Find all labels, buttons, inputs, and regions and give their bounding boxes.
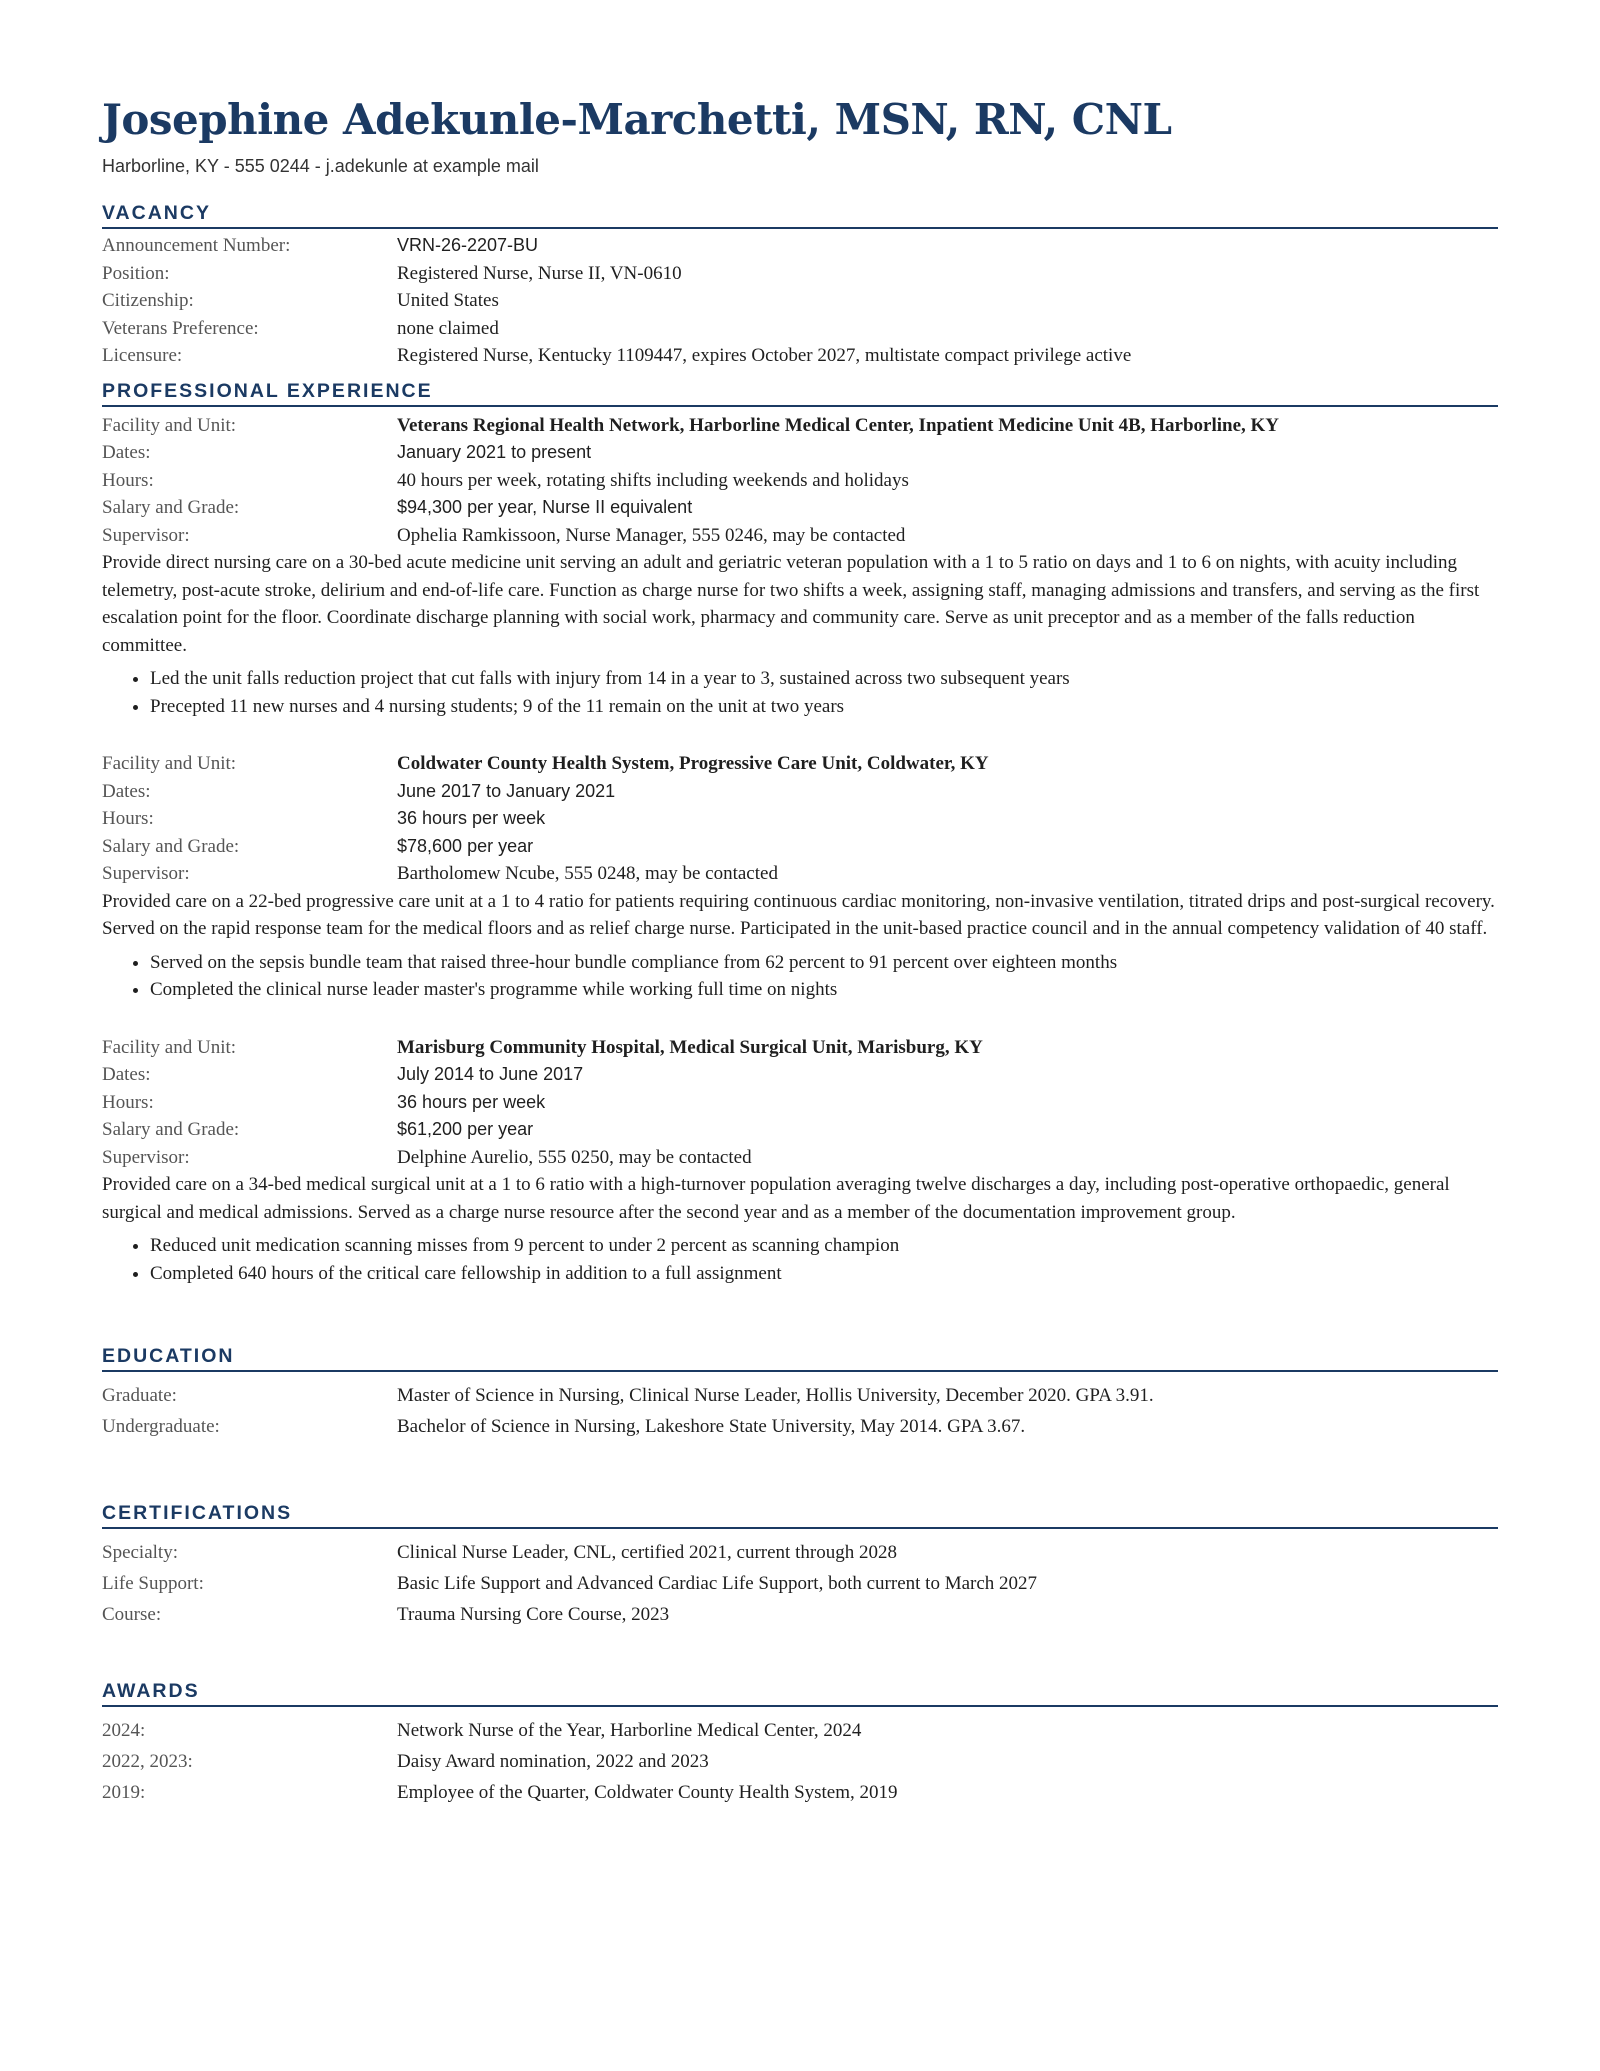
contact-line: Harborline, KY - 555 0244 - j.adekunle at example mail: [102, 156, 539, 176]
job-dates: January 2021 to present: [397, 442, 592, 462]
field-label: Dates:: [102, 1064, 151, 1085]
certification-row: [102, 1568, 1498, 1599]
vacancy-row: [102, 260, 1498, 288]
experience-section: [102, 378, 1498, 1288]
job-dates: June 2017 to January 2021: [397, 780, 616, 801]
job-supervisor: Ophelia Ramkissoon, Nurse Manager, 555 0246, may be contacted: [397, 524, 906, 546]
field-label: Position:: [102, 262, 170, 284]
field-value: Basic Life Support and Advanced Cardiac Life Support, both current to March 2027: [397, 1573, 1038, 1594]
job-entry: [102, 750, 1498, 1004]
list-item: • Completed the clinical nurse leader master's programme while working full time on nights: [150, 976, 1498, 1004]
job-achievements: [102, 665, 1498, 720]
section-heading-education: EDUCATION: [102, 1343, 1498, 1372]
award-row: [102, 1746, 1498, 1777]
job-hours: 36 hours per week: [397, 808, 546, 828]
field-value: Bachelor of Science in Nursing, Lakeshore State University, May 2014. GPA 3.67.: [397, 1416, 1026, 1437]
job-supervisor: Bartholomew Ncube, 555 0248, may be contacted: [397, 863, 778, 884]
field-label: Hours:: [102, 469, 154, 491]
job-supervisor: Delphine Aurelio, 555 0250, may be contacted: [397, 1146, 752, 1168]
job-description: Provided care on a 34-bed medical surgical unit at a 1 to 6 ratio with a high-turnover population averaging twelve discharges a day, including post-operative orthopaedic, general surgical and medical admissions. Served as a charge nurse resource after the second year and as a member of the documentation improvement group.: [102, 1174, 1450, 1223]
list-item: • Reduced unit medication scanning misses from 9 percent to under 2 percent as scanning champion: [150, 1232, 1498, 1260]
education-row: [102, 1411, 1498, 1442]
field-label: Supervisor:: [102, 524, 190, 546]
vacancy-row: [102, 315, 1498, 343]
vacancy-section: [102, 200, 1498, 370]
certification-row: [102, 1599, 1498, 1630]
field-label: Salary and Grade:: [102, 835, 240, 857]
field-label: Dates:: [102, 780, 151, 802]
field-value: United States: [397, 290, 499, 311]
job-salary: $94,300 per year, Nurse II equivalent: [397, 497, 693, 517]
job-description: Provided care on a 22-bed progressive care unit at a 1 to 4 ratio for patients requiring continuous cardiac monitoring, non-invasive ventilation, titrated drips and post-surgical recovery. Served on the rapid response team for the medical floors and as relief charge nurse. Participated in the unit-based practice council and in the annual competency validation of 40 staff.: [102, 890, 1495, 939]
section-heading-vacancy: VACANCY: [102, 200, 1498, 229]
field-label: 2022, 2023:: [102, 1751, 193, 1772]
job-dates: July 2014 to June 2017: [397, 1064, 584, 1084]
field-label: Supervisor:: [102, 1146, 190, 1168]
job-hours: 40 hours per week, rotating shifts including weekends and holidays: [397, 469, 909, 491]
job-field-row: [102, 1144, 1498, 1172]
field-label: Salary and Grade:: [102, 497, 240, 518]
certifications-section: [102, 1500, 1498, 1630]
field-label: Announcement Number:: [102, 235, 291, 256]
job-field-row: [102, 860, 1498, 888]
field-label: Life Support:: [102, 1573, 204, 1594]
list-item: • Precepted 11 new nurses and 4 nursing students; 9 of the 11 remain on the unit at two years: [150, 693, 1498, 721]
list-item: • Served on the sepsis bundle team that raised three-hour bundle compliance from 62 percent to 91 percent over eighteen months: [150, 949, 1498, 977]
field-value: Employee of the Quarter, Coldwater County Health System, 2019: [397, 1782, 898, 1803]
field-label: Hours:: [102, 1091, 154, 1113]
job-field-row: [102, 467, 1498, 495]
field-label: Undergraduate:: [102, 1416, 220, 1437]
education-section: [102, 1343, 1498, 1442]
field-value: VRN-26-2207-BU: [397, 235, 539, 255]
award-row: [102, 1715, 1498, 1746]
vacancy-row: [102, 342, 1498, 370]
job-field-row: [102, 833, 1498, 861]
job-entry: [102, 1034, 1498, 1288]
field-value: Clinical Nurse Leader, CNL, certified 2021, current through 2028: [397, 1542, 897, 1563]
job-field-row: [102, 778, 1498, 806]
field-label: 2024:: [102, 1720, 146, 1741]
vacancy-row: [102, 232, 1498, 260]
field-value: Registered Nurse, Nurse II, VN-0610: [397, 262, 682, 284]
facility-name: Coldwater County Health System, Progressive Care Unit, Coldwater, KY: [397, 753, 989, 774]
field-label: Supervisor:: [102, 863, 190, 884]
awards-section: [102, 1678, 1498, 1808]
job-entry: [102, 412, 1498, 721]
job-field-row: [102, 750, 1498, 778]
field-value: Registered Nurse, Kentucky 1109447, expires October 2027, multistate compact privilege active: [397, 345, 1132, 366]
award-row: [102, 1777, 1498, 1808]
facility-name: Veterans Regional Health Network, Harborline Medical Center, Inpatient Medicine Unit 4B, Harborline, KY: [397, 414, 1280, 436]
list-item: • Completed 640 hours of the critical care fellowship in addition to a full assignment: [150, 1260, 1498, 1288]
field-label: Graduate:: [102, 1385, 177, 1406]
vacancy-row: [102, 287, 1498, 315]
field-label: Veterans Preference:: [102, 317, 259, 339]
field-value: Trauma Nursing Core Course, 2023: [397, 1604, 670, 1625]
field-label: Hours:: [102, 808, 154, 829]
section-heading-experience: PROFESSIONAL EXPERIENCE: [102, 378, 1498, 407]
job-field-row: [102, 1089, 1498, 1117]
field-label: Course:: [102, 1604, 162, 1625]
list-item: • Led the unit falls reduction project that cut falls with injury from 14 in a year to 3, sustained across two subsequent years: [150, 665, 1498, 693]
job-field-row: [102, 439, 1498, 467]
facility-name: Marisburg Community Hospital, Medical Surgical Unit, Marisburg, KY: [397, 1036, 983, 1058]
field-value: none claimed: [397, 317, 499, 339]
certification-row: [102, 1537, 1498, 1568]
field-value: Network Nurse of the Year, Harborline Medical Center, 2024: [397, 1720, 862, 1741]
field-value: Master of Science in Nursing, Clinical Nurse Leader, Hollis University, December 2020. GPA 3.91.: [397, 1385, 1154, 1406]
job-field-row: [102, 412, 1498, 440]
section-heading-awards: AWARDS: [102, 1678, 1498, 1707]
section-heading-certifications: CERTIFICATIONS: [102, 1500, 1498, 1529]
job-achievements: [102, 1232, 1498, 1287]
field-label: Facility and Unit:: [102, 414, 237, 436]
job-field-row: [102, 1061, 1498, 1089]
job-description: Provide direct nursing care on a 30-bed acute medicine unit serving an adult and geriatric veteran population with a 1 to 5 ratio on days and 1 to 6 on nights, with acuity including telemetry, post-acute stroke, delirium and end-of-life care. Function as charge nurse for two shifts a week, assigning staff, managing admissions and transfers, and serving as the first escalation point for the floor. Coordinate discharge planning with social work, pharmacy and community care. Serve as unit preceptor and as a member of the falls reduction committee.: [102, 552, 1480, 656]
education-row: [102, 1380, 1498, 1411]
job-field-row: [102, 494, 1498, 522]
field-label: Specialty:: [102, 1542, 178, 1563]
job-salary: $78,600 per year: [397, 835, 534, 856]
job-field-row: [102, 805, 1498, 833]
field-label: Citizenship:: [102, 290, 194, 311]
field-label: Licensure:: [102, 345, 183, 366]
job-achievements: [102, 949, 1498, 1004]
job-field-row: [102, 522, 1498, 550]
field-label: Facility and Unit:: [102, 1036, 237, 1058]
applicant-name: Josephine Adekunle-Marchetti, MSN, RN, CNL: [102, 95, 1172, 144]
field-label: Facility and Unit:: [102, 753, 237, 774]
job-salary: $61,200 per year: [397, 1119, 534, 1139]
job-field-row: [102, 1116, 1498, 1144]
field-label: 2019:: [102, 1782, 146, 1803]
field-label: Dates:: [102, 442, 151, 463]
job-field-row: [102, 1034, 1498, 1062]
field-value: Daisy Award nomination, 2022 and 2023: [397, 1751, 709, 1772]
job-hours: 36 hours per week: [397, 1091, 546, 1112]
field-label: Salary and Grade:: [102, 1119, 240, 1140]
